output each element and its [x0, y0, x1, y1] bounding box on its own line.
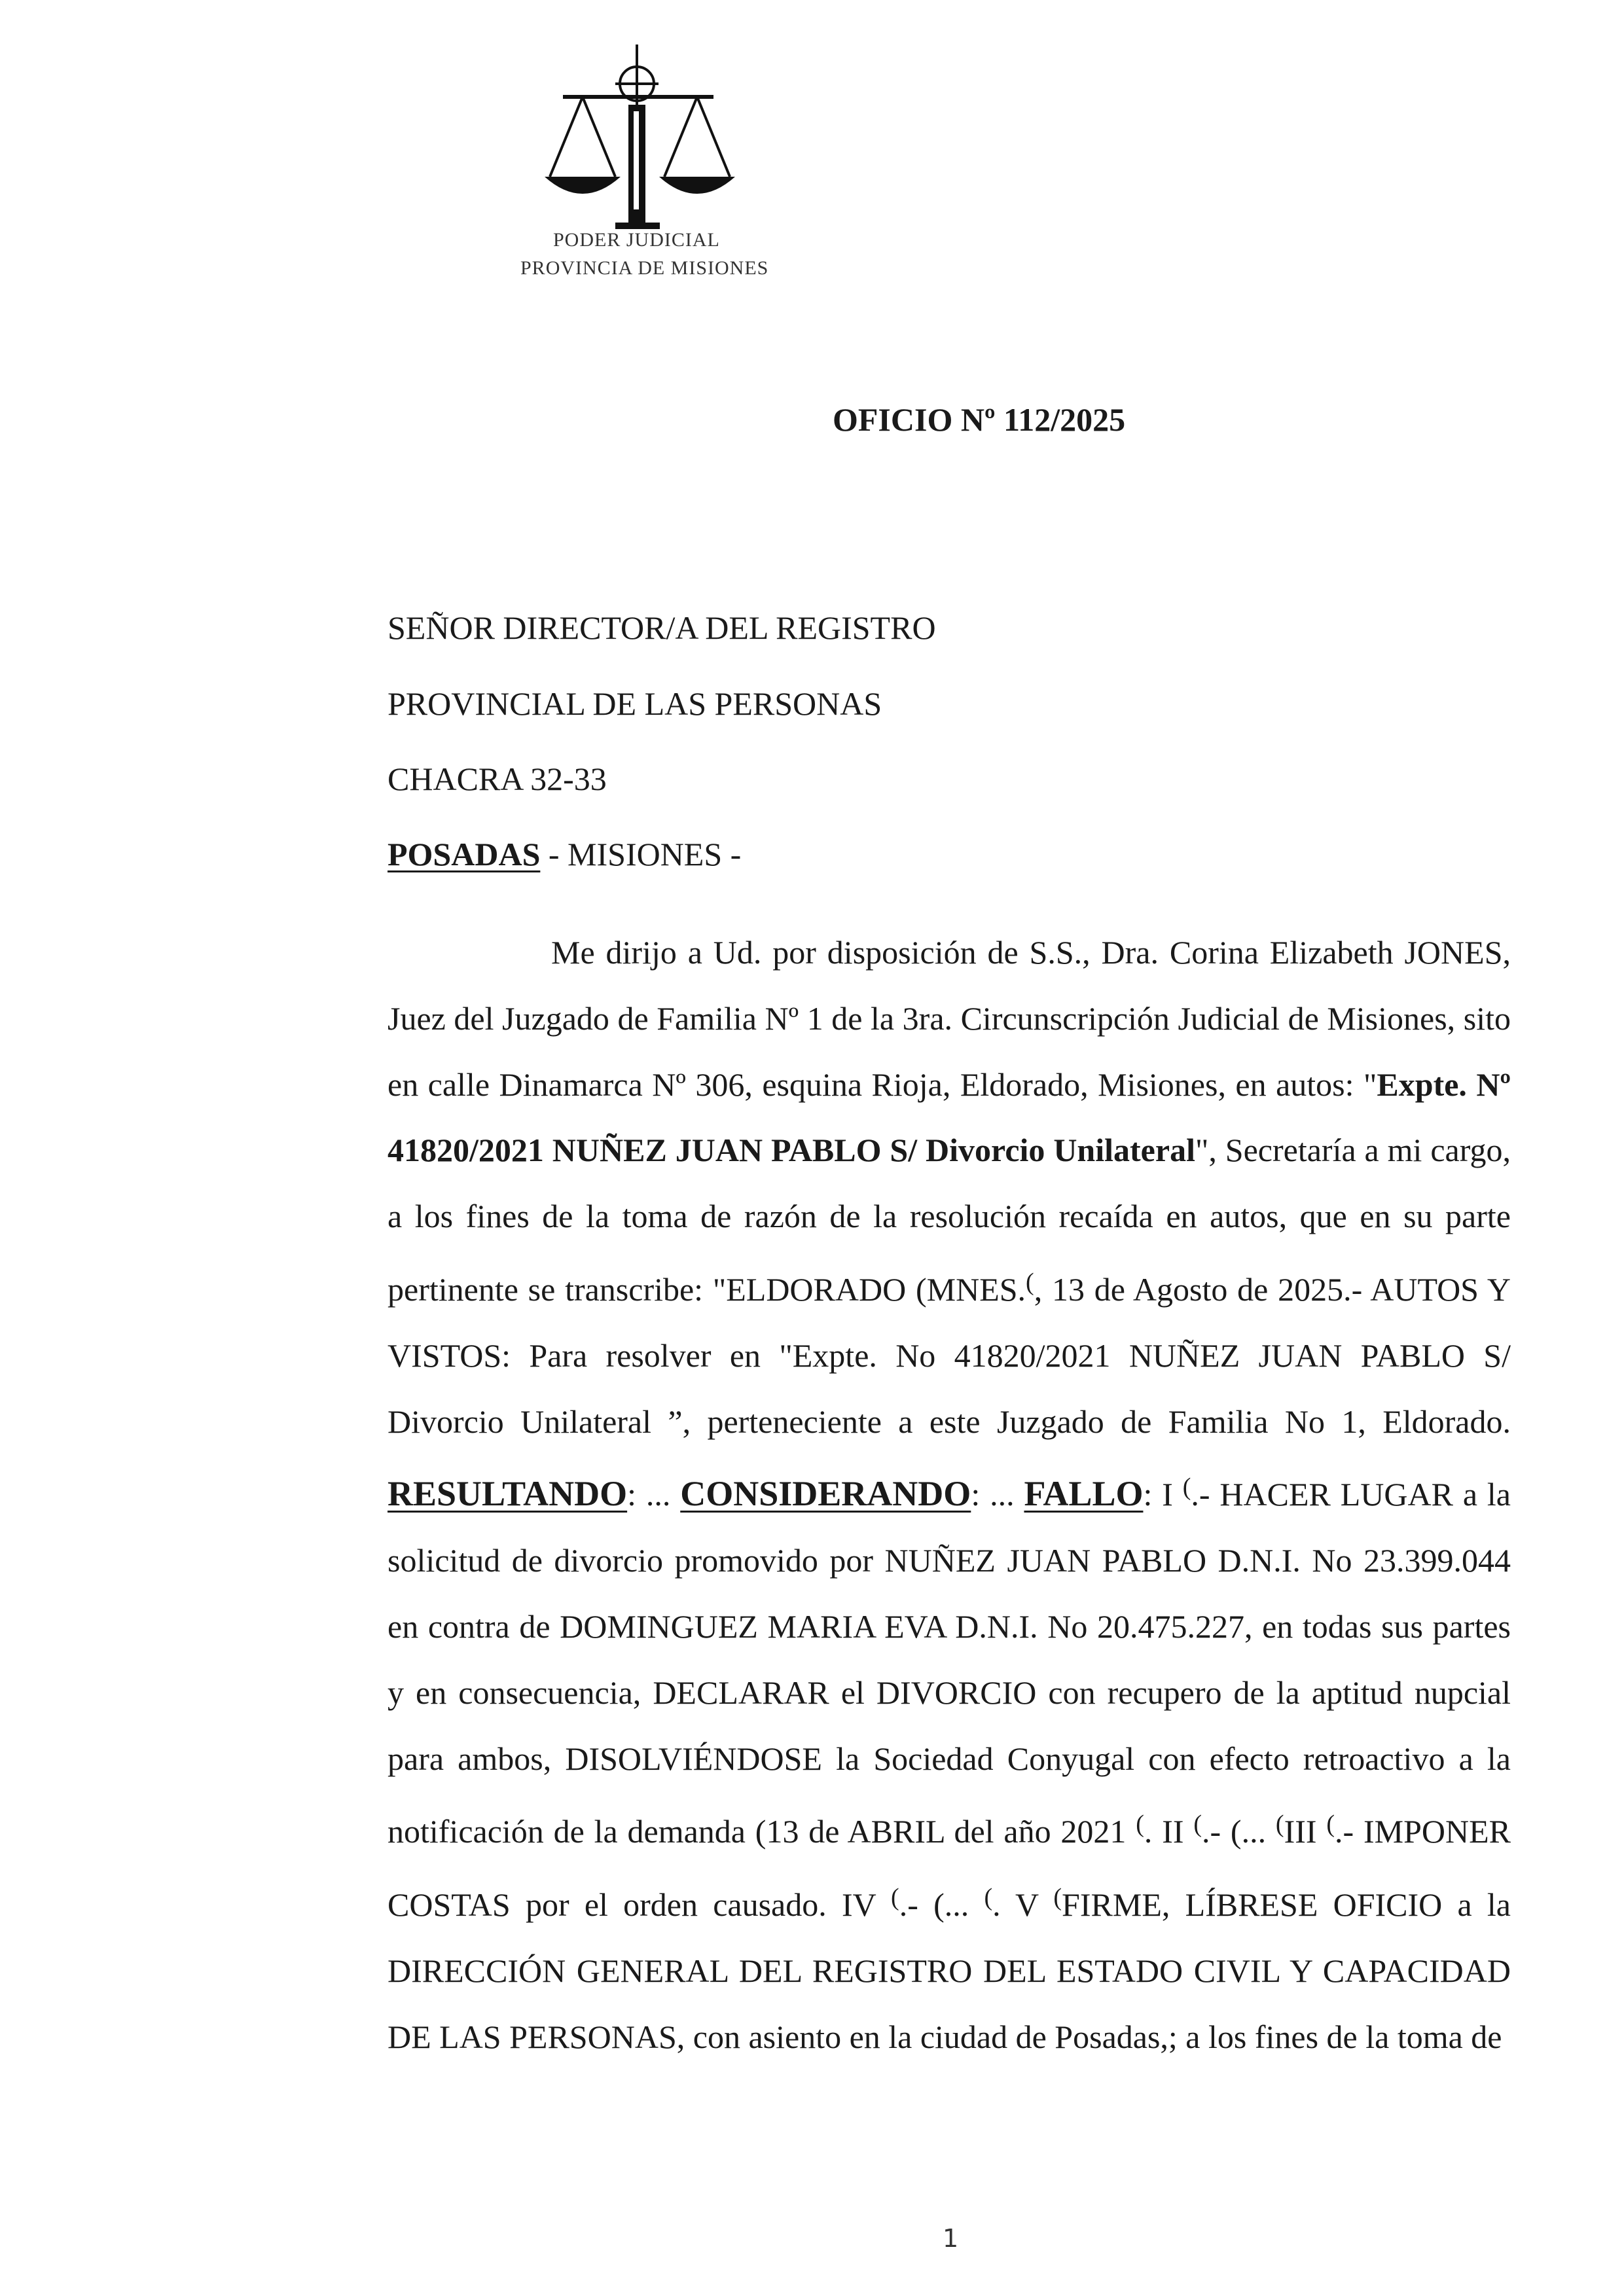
- margin-mark: (: [1326, 1810, 1335, 1839]
- considerando-heading: CONSIDERANDO: [680, 1474, 971, 1514]
- margin-mark: (: [1136, 1810, 1144, 1839]
- judicial-seal-logo: [517, 39, 779, 295]
- body-p4h: . V: [992, 1886, 1054, 1924]
- address-line-2: PROVINCIAL DE LAS PERSONAS: [388, 685, 882, 722]
- body-p2: ", Secretaría a mi cargo, a los fines de la toma de razón de la resolución recaída en autos, que en su parte pertinente se transcribe: "ELDORADO (MNES.: [388, 1132, 1511, 1308]
- expediente-reference: Expte. Nº 41820/2021 NUÑEZ JUAN PABLO S/ Divorcio Unilateral: [388, 1066, 1511, 1169]
- address-line-3: CHACRA 32-33: [388, 761, 607, 797]
- body-p3: , 13 de Agosto de 2025.- AUTOS Y VISTOS: Para resolver en "Expte. No 41820/2021 NUÑEZ JUAN PABLO S/ Divorcio Unilateral ”, perteneciente a este Juzgado de Familia No 1, Eldorado.: [388, 1270, 1511, 1440]
- body-p4a: : I: [1143, 1476, 1183, 1513]
- seal-line-2: PROVINCIA DE MISIONES: [520, 257, 769, 279]
- document-body: [388, 920, 1511, 2070]
- body-p4c: . II: [1144, 1813, 1194, 1850]
- margin-mark: (: [1053, 1884, 1062, 1912]
- fallo-heading: FALLO: [1024, 1474, 1144, 1514]
- body-p4f: .- IMPONER COSTAS por el orden causado. IV: [388, 1813, 1511, 1924]
- address-province: - MISIONES -: [540, 836, 742, 872]
- seal-line-1: PODER JUDICIAL: [553, 229, 720, 251]
- margin-mark: (: [891, 1884, 899, 1912]
- margin-mark: (: [1182, 1473, 1191, 1501]
- body-p4g: .- (...: [899, 1886, 984, 1924]
- address-line-4: [388, 835, 741, 873]
- margin-mark: (: [1275, 1810, 1284, 1839]
- separator-2: : ...: [971, 1476, 1024, 1513]
- page-number: 1: [943, 2224, 959, 2253]
- address-line-1: SEÑOR DIRECTOR/A DEL REGISTRO: [388, 609, 936, 646]
- document-title: OFICIO Nº 112/2025: [833, 401, 1126, 438]
- margin-mark: (: [1193, 1810, 1202, 1839]
- body-p4i: FIRME, LÍBRESE OFICIO a la DIRECCIÓN GENERAL DEL REGISTRO DEL ESTADO CIVIL Y CAPACIDAD DE LAS PERSONAS, con asiento en la ciudad de Posadas,; a los fines de la toma de: [388, 1886, 1511, 2055]
- separator-1: : ...: [627, 1476, 681, 1513]
- margin-mark: (: [1026, 1268, 1034, 1296]
- resultando-heading: RESULTANDO: [388, 1474, 628, 1514]
- body-p1: Me dirijo a Ud. por disposición de S.S., Dra. Corina Elizabeth JONES, Juez del Juzgado de Familia Nº 1 de la 3ra. Circunscripción Judicial de Misiones, sito en calle Dinamarca Nº 306, esquina Rioja, Eldorado, Misiones, en autos: ": [388, 934, 1511, 1103]
- body-p4b: .- HACER LUGAR a la solicitud de divorcio promovido por NUÑEZ JUAN PABLO D.N.I. No 23.399.044 en contra de DOMINGUEZ MARIA EVA D.N.I. No 20.475.227, en todas sus partes y en consecuencia, DECLARAR el DIVORCIO con recupero de la aptitud nupcial para ambos, DISOLVIÉNDOSE la Sociedad Conyugal con efecto retroactivo a la notificación de la demanda (13 de ABRIL del año 2021: [388, 1476, 1511, 1850]
- body-p4e: III: [1284, 1813, 1327, 1850]
- address-city: POSADAS: [388, 836, 541, 872]
- margin-mark: (: [984, 1884, 993, 1912]
- body-p4d: .- (...: [1201, 1813, 1276, 1850]
- scales-of-justice-icon: [517, 39, 779, 236]
